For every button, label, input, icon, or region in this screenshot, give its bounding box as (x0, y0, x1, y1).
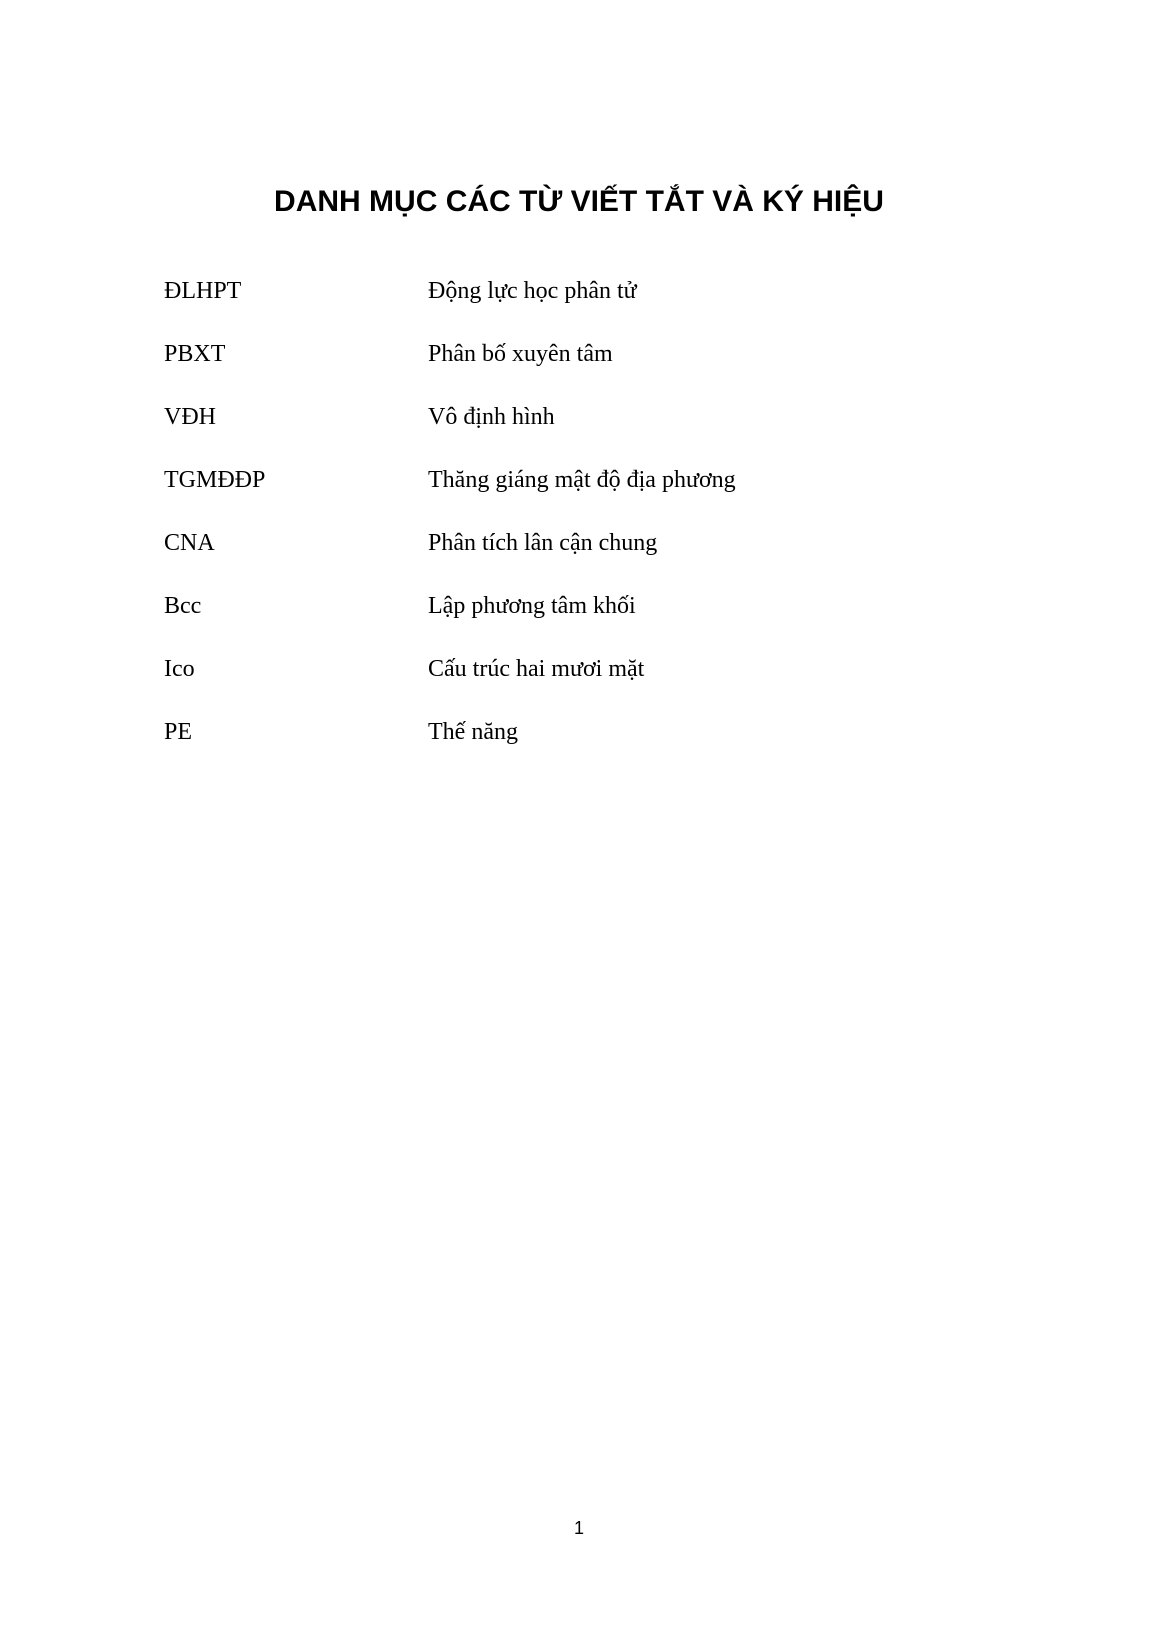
page-title: DANH MỤC CÁC TỪ VIẾT TẮT VÀ KÝ HIỆU (274, 185, 884, 218)
abbreviation-row (164, 717, 984, 780)
abbreviation-definition: Phân tích lân cận chung (428, 530, 658, 556)
abbreviation-definition: Động lực học phân tử (428, 278, 637, 304)
abbreviation-row (164, 654, 984, 717)
abbreviation-row (164, 528, 984, 591)
abbreviation-row (164, 339, 984, 402)
abbreviation-term: ĐLHPT (164, 278, 242, 304)
page-number: 1 (573, 1518, 584, 1538)
abbreviation-term: VĐH (164, 404, 216, 430)
abbreviation-term: PBXT (164, 341, 226, 367)
abbreviation-row (164, 465, 984, 528)
abbreviation-term: TGMĐĐP (164, 467, 266, 493)
abbreviation-term: Ico (164, 656, 195, 682)
abbreviation-list (164, 276, 984, 780)
abbreviation-definition: Vô định hình (428, 404, 555, 430)
abbreviation-definition: Thăng giáng mật độ địa phương (428, 467, 736, 493)
abbreviation-term: Bcc (164, 593, 202, 619)
abbreviation-definition: Lập phương tâm khối (428, 593, 636, 619)
abbreviation-term: PE (164, 719, 193, 745)
abbreviation-row (164, 402, 984, 465)
abbreviation-definition: Thế năng (428, 719, 518, 745)
abbreviation-term: CNA (164, 530, 215, 556)
abbreviation-row (164, 276, 984, 339)
abbreviation-definition: Cấu trúc hai mươi mặt (428, 656, 645, 682)
abbreviation-definition: Phân bố xuyên tâm (428, 341, 613, 367)
abbreviation-row (164, 591, 984, 654)
